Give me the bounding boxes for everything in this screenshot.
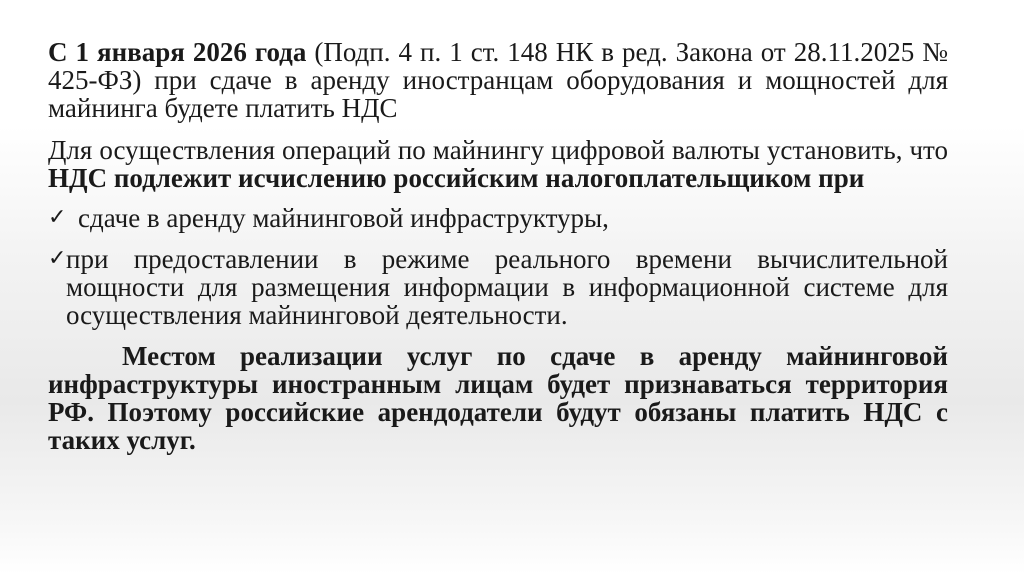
slide-content (48, 38, 948, 454)
vat-rule-text: Для осуществления операций по майнингу цифровой валюты установить, что (48, 135, 948, 165)
paragraph-conclusion: Местом реализации услуг по сдаче в аренду майнинговой инфраструктуры иностранным лицам будет признаваться территория РФ. Поэтому российские арендодатели будут обязаны платить НДС с таких услуг. (48, 341, 948, 455)
law-reference-text: (Подп. 4 п. 1 ст. 148 НК в ред. Закона от 28.11.2025 № 425-ФЗ) при сдаче в аренду иностранцам оборудования и мощностей для майнинга будете платить НДС (48, 37, 948, 123)
list-item (48, 204, 948, 232)
paragraph-vat-rule (48, 136, 948, 192)
check-icon: ✓ (48, 205, 67, 230)
check-icon: ✓ (48, 246, 67, 271)
vat-rule-bold: НДС подлежит исчислению российским налогоплательщиком при (48, 163, 865, 193)
list-item-text: сдаче в аренду майнинговой инфраструктуры, (78, 203, 609, 233)
paragraph-law-change (48, 38, 948, 122)
date-lead: С 1 января 2026 года (48, 37, 307, 67)
list-item-text: при предоставлении в режиме реального времени вычислительной мощности для размещения информации в информационной системе для осуществления майнинговой деятельности. (66, 244, 948, 330)
list-item (48, 245, 948, 329)
